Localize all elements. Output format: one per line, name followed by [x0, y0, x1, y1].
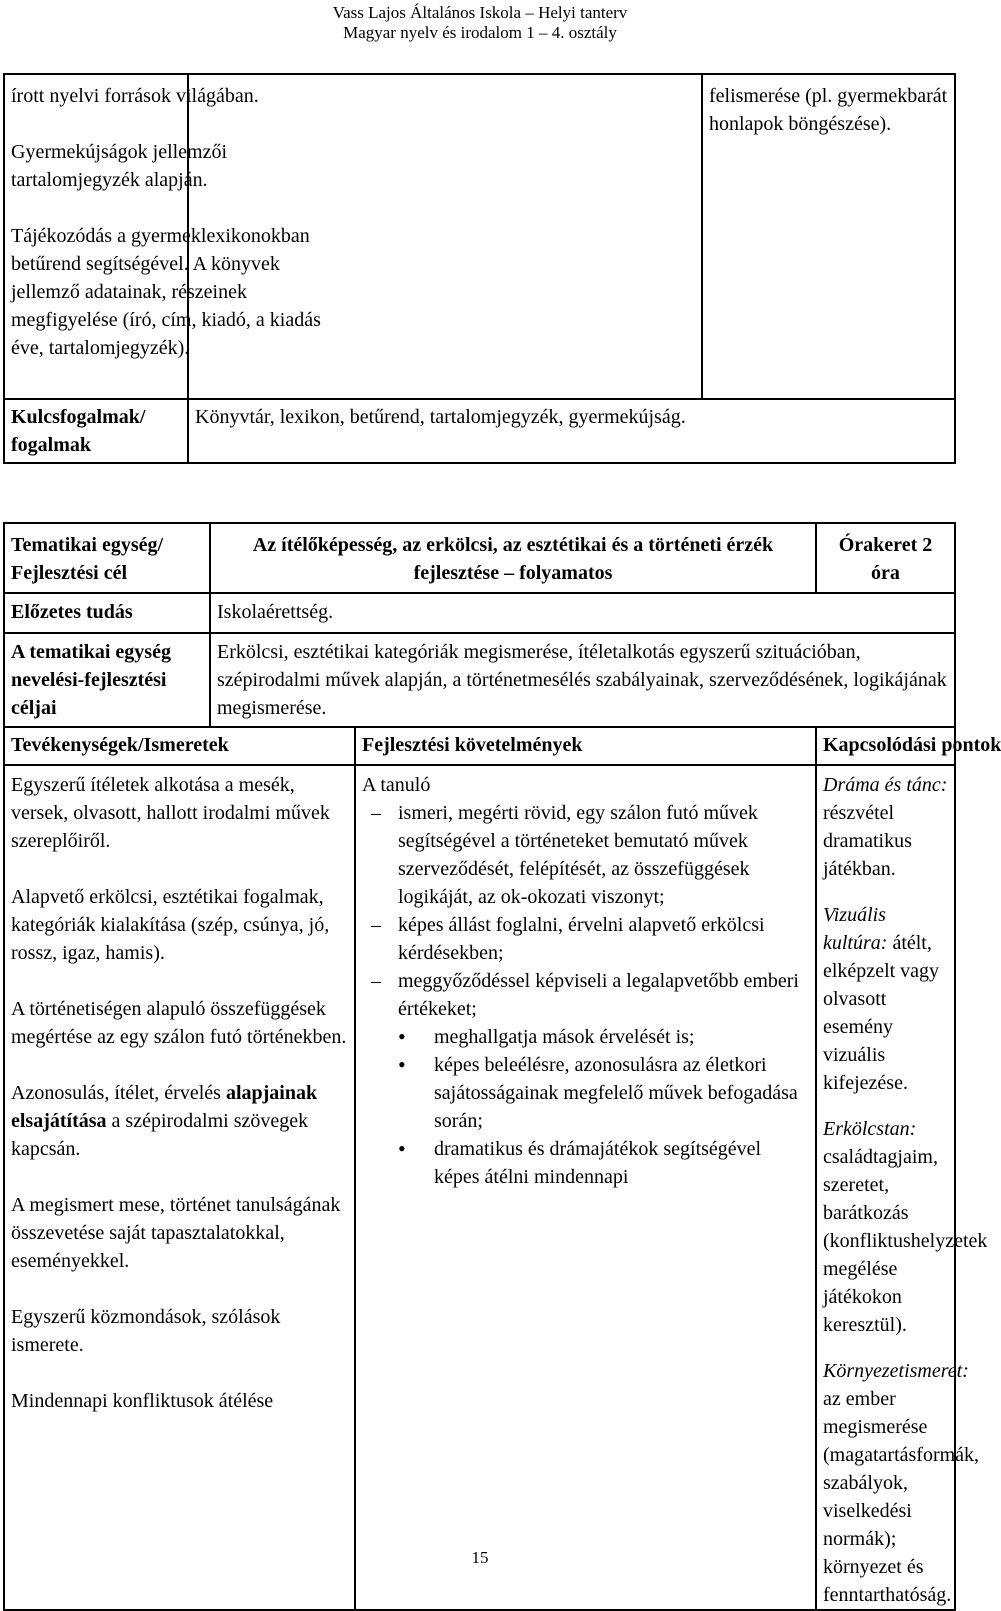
connections-cell	[816, 765, 988, 1610]
header-subject: Magyar nyelv és irodalom 1 – 4. osztály	[343, 23, 617, 42]
page-header	[0, 3, 960, 43]
connection-text: átélt, elképzelt vagy olvasott esemény vizuális kifejezése.	[823, 932, 940, 1094]
connection-text: részvétel dramatikus játékban.	[823, 802, 912, 880]
connection-subject: Vizuális kultúra:	[823, 904, 888, 954]
top-para-1: írott nyelvi források világában.	[11, 85, 259, 107]
unit-title: Az ítélőképesség, az erkölcsi, az esztétikai és a történeti érzék fejlesztése – folyamatos	[210, 523, 816, 593]
top-table	[3, 73, 956, 464]
connection-item	[823, 1115, 988, 1339]
col-header-activities: Tevékenységek/Ismeretek	[4, 727, 355, 765]
requirement-bullet: • képes beleélésre, azonosulásra az életkori sajátosságainak megfelelő művek befogadása során;	[362, 1051, 809, 1135]
connection-item	[823, 901, 948, 1097]
requirements-intro: A tanuló	[362, 774, 431, 796]
activity-item: A történetiségen alapuló összefüggések megértése az egy szálon futó történekben.	[11, 998, 347, 1048]
col-header-requirements: Fejlesztési követelmények	[355, 727, 816, 765]
requirements-dash-list	[362, 799, 809, 1023]
connection-item	[823, 1357, 980, 1609]
key-concepts-label: Kulcsfogalmak/ fogalmak	[4, 399, 188, 463]
connection-subject: Erkölcstan:	[823, 1118, 917, 1140]
prior-knowledge-label: Előzetes tudás	[4, 593, 210, 633]
connection-subject: Dráma és tánc:	[823, 774, 948, 796]
connection-text: családtagjaim, szeretet, barátkozás (konfliktushelyzetek megélése játékokon keresztül).	[823, 1146, 988, 1336]
hours-label: Órakeret 2 óra	[816, 523, 955, 593]
activity-item: Egyszerű közmondások, szólások ismerete.	[11, 1306, 281, 1356]
unit-table	[3, 522, 1001, 1611]
top-para-2: Gyermekújságok jellemzői tartalomjegyzék alapján.	[11, 141, 228, 191]
requirement-item: – képes állást foglalni, érvelni alapvető erkölcsi kérdésekben;	[362, 911, 809, 967]
requirement-item: – meggyőződéssel képviseli a legalapvetőbb emberi értékeket;	[362, 967, 809, 1023]
header-school: Vass Lajos Általános Iskola – Helyi tanterv	[332, 3, 628, 22]
activity-text: a szépirodalmi szövegek kapcsán.	[11, 1110, 309, 1160]
goals-text: Erkölcsi, esztétikai kategóriák megismerése, ítéletalkotás egyszerű szituációban, szépirodalmi művek alapján, a történetmesélés szabályainak, szerveződésének, logikájának megismerése.	[210, 633, 955, 727]
requirements-cell	[355, 765, 816, 1610]
activity-text: Azonosulás, ítélet, érvelés	[11, 1082, 226, 1104]
activity-item: Alapvető erkölcsi, esztétikai fogalmak, kategóriák kialakítása (szép, csúnya, jó, rossz, igaz, hamis).	[11, 886, 330, 964]
unit-label: Tematikai egység/ Fejlesztési cél	[4, 523, 210, 593]
goals-label: A tematikai egység nevelési-fejlesztési céljai	[4, 633, 210, 727]
connection-subject: Környezetismeret:	[823, 1360, 969, 1382]
activity-item: A megismert mese, történet tanulságának összevetése saját tapasztalatokkal, eseményekkel.	[11, 1194, 341, 1272]
connection-text: az ember megismerése (magatartásformák, szabályok, viselkedési normák); környezet és fenntarthatóság.	[823, 1388, 980, 1606]
top-right-cell	[702, 74, 955, 399]
top-right-text: felismerése (pl. gyermekbarát honlapok böngészése).	[709, 85, 948, 135]
top-para-3: Tájékozódás a gyermeklexikonokban betűrend segítségével. A könyvek jellemző adatainak, részeinek megfigyelése (író, cím, kiadó, a kiadás éve, tartalomjegyzék).	[11, 225, 321, 359]
prior-knowledge-text: Iskolaérettség.	[210, 593, 955, 633]
activity-item	[11, 1079, 348, 1163]
activity-item: Egyszerű ítéletek alkotása a mesék, versek, olvasott, hallott irodalmi művek szereplőiről.	[11, 774, 330, 852]
requirement-bullet: • meghallgatja mások érvelését is;	[362, 1023, 809, 1051]
activity-emphasis: alapjainak elsajátítása	[11, 1082, 318, 1132]
col-header-connections: Kapcsolódási pontok	[816, 727, 955, 765]
requirements-bullet-list	[362, 1023, 809, 1191]
activities-cell	[4, 765, 355, 1610]
activity-item: Mindennapi konfliktusok átélése	[11, 1390, 274, 1412]
top-left-cell	[4, 74, 321, 399]
connection-item	[823, 771, 948, 883]
requirement-item: – ismeri, megérti rövid, egy szálon futó művek segítségével a történeteket bemutató művek szerveződését, felépítését, az összefüggések logikáját, az ok-okozati viszonyt;	[362, 799, 809, 911]
key-concepts-text: Könyvtár, lexikon, betűrend, tartalomjegyzék, gyermekújság.	[188, 399, 955, 463]
page-number: 15	[471, 1548, 489, 1567]
requirement-bullet: • dramatikus és drámajátékok segítségével képes átélni mindennapi	[362, 1135, 809, 1191]
